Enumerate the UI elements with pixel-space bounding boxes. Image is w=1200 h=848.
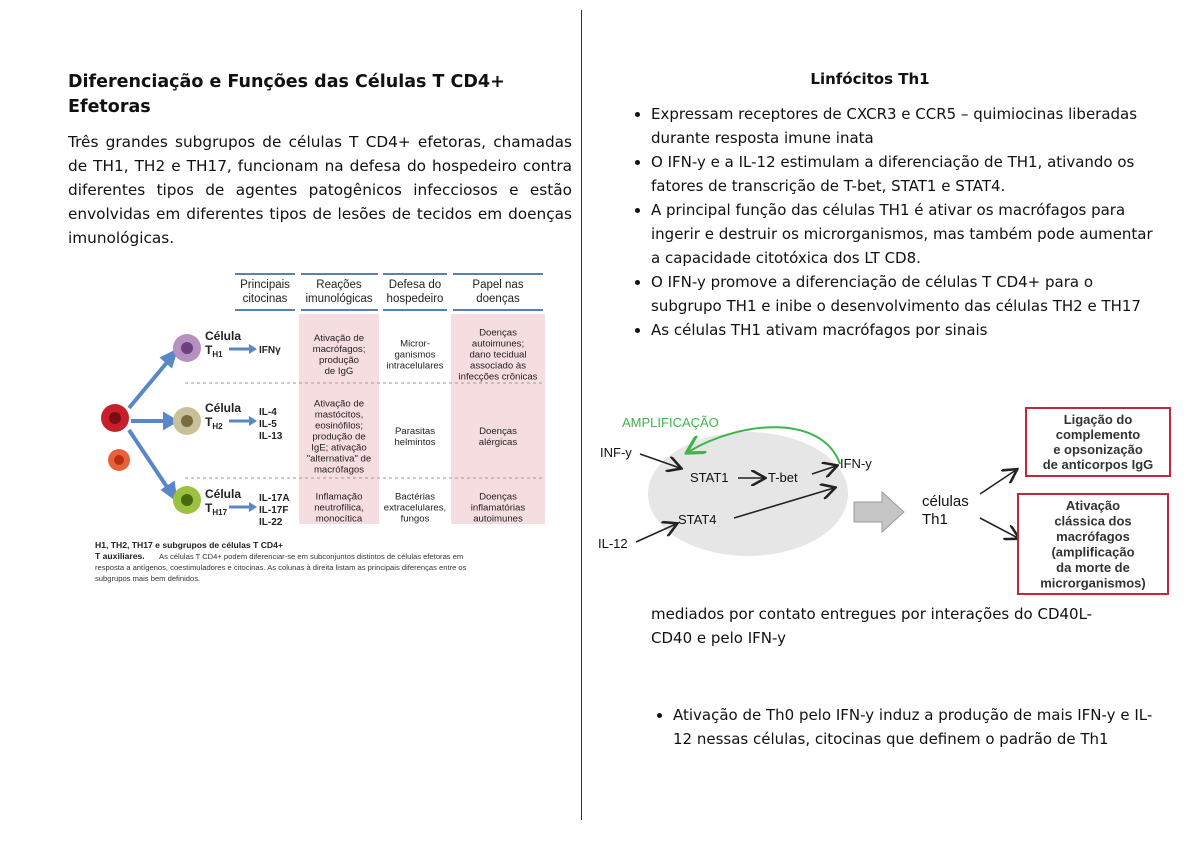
figure-header-text: citocinas [242,293,288,305]
figure-caption-line-1: As células T CD4+ podem diferenciar-se em subconjuntos distintos de células efetoras em [159,552,464,561]
figure-cell-text: IgE; ativação [311,442,367,454]
list-item: • Ativação de Th0 pelo IFN-y induz a produção de mais IFN-y e IL-12 nessas células, citocinas que definem o padrão de Th1 [673,703,1153,751]
cytokine-text: IFNγ [259,345,281,356]
figure-caption-bold-2: T auxiliares. [95,551,145,561]
figure-header-text: imunológicas [305,293,373,305]
figure-cell-text: monocítica [315,513,363,525]
naive-cell-icon [101,404,130,471]
figure-cell-text: associado às [470,360,526,372]
figure-cell-text: Ativação de [313,333,365,344]
figure-cell-text: Bactérias [395,491,435,503]
cytokine-text: IL-4 [259,407,277,418]
node-stat4: STAT4 [678,512,717,527]
th17-cell-icon [173,486,201,514]
figure-header-text: Reações [316,279,362,291]
outcome-box-text: e opsonização [1053,442,1143,457]
outcome-box-text: (amplificação [1051,544,1135,560]
section-title: Linfócitos Th1 [810,70,930,88]
cytokine-text: IL-22 [259,517,283,528]
figure-cell-text: neutrofílica, [314,502,364,514]
bullet-list [600,102,1160,342]
figure-cell-text: Inflamação [315,491,363,503]
figure-caption-bold-1: H1, TH2, TH17 e subgrupos de células T CD4+ [95,540,283,550]
figure-caption-line-3: subgrupos mais bem definidos. [95,574,201,583]
bullet-list-final [622,703,1153,751]
list-item: • O IFN-y promove a diferenciação de células T CD4+ para o subgrupo TH1 e inibe o desenvolvimento das células TH2 e TH17 [651,270,1160,318]
figure-caption-line-2: resposta a antígenos, coestimuladores e citocinas. As colunas à direita listam as principais diferenças entre os [95,563,467,572]
list-item: • O IFN-y e a IL-12 estimulam a diferenciação de TH1, ativando os fatores de transcrição de T-bet, STAT1 e STAT4. [651,150,1160,198]
intro-paragraph: Três grandes subgrupos de células T CD4+ efetoras, chamadas de TH1, TH2 e TH17, funcionam na defesa do hospedeiro contra diferentes tipos de agentes patogênicos infecciosos e estão envolvidas em diferentes tipos de lesões de tecidos em doenças imunológicas. [68,133,572,247]
cell-label: Célula [205,329,242,343]
page-title: Diferenciação e Funções das Células T CD4+ Efetoras [68,72,505,117]
figure-cell-text: infecções crônicas [458,371,538,383]
figure-cell-text: macrófagos; [312,344,366,355]
cell-label: Célula [205,401,242,415]
cytokine-text: IL-17A [259,493,290,504]
cell-subset-label: $T_{H17}$ [205,501,228,517]
result-label-2: Th1 [922,511,948,528]
cytokine-arrow-head [249,416,257,426]
continuation-text: mediados por contato entregues por interações do CD40L-CD40 e pelo IFN-y [651,605,1093,647]
figure-cell-text: produção de [312,431,366,443]
figure-header-text: hospedeiro [386,293,444,305]
cell-subset-label: $T_{H2}$ [205,415,223,431]
cell-subset-label: $T_{H1}$ [205,343,223,359]
figure-cell-text: Doenças [479,327,517,339]
amplification-label: AMPLIFICAÇÃO [622,415,719,430]
figure-10-4 [95,268,555,596]
arrow-il12-to-stat4 [636,524,676,542]
node-ifn-y: IFN-y [840,456,872,471]
th1-cell-icon [173,334,201,362]
input-inf-y: INF-y [600,445,632,460]
outcome-box-text: Ligação do [1063,412,1133,427]
figure-cell-text: eosinófilos; [315,420,363,432]
right-column [600,70,1160,342]
list-item: • As células TH1 ativam macrófagos por sinais [651,318,1160,342]
cytokine-text: IL-17F [259,505,289,516]
node-tbet: T-bet [768,470,798,485]
figure-cell-text: intracelulares [386,360,444,372]
figure-header-text: Principais [240,279,290,291]
figure-cell-text: autoimunes [473,513,523,525]
outcome-box-text: microrganismos) [1040,575,1146,591]
arrow-to-box2 [980,518,1018,538]
figure-cell-text: produção [318,355,360,366]
cell-ellipse [648,432,848,556]
list-item: • Expressam receptores de CXCR3 e CCR5 – quimiocinas liberadas durante resposta imune inata [651,102,1160,150]
th1-pathway-diagram [592,402,1182,602]
figure-cell-text: de IgG [324,366,354,377]
figure-cell-text: ganismos [394,349,436,361]
figure-cell-text: alérgicas [478,437,518,448]
figure-cell-text: mastócitos, [314,409,364,421]
figure-cell-text: fungos [400,513,430,525]
outcome-box-text: Ativação [1065,498,1121,513]
left-column [68,70,572,250]
outcome-box-text: de anticorpos IgG [1042,457,1154,472]
outcome-box-text: macrófagos [1056,529,1130,544]
cell-label: Célula [205,487,242,501]
figure-header-text: Defesa do [388,279,442,291]
figure-cell-text: "alternativa" de [306,453,372,465]
input-il-12: IL-12 [598,536,628,551]
cytokine-text: IL-13 [259,431,283,442]
node-stat1: STAT1 [690,470,729,485]
list-item: • A principal função das células TH1 é ativar os macrófagos para ingerir e destruir os microrganismos, mas também pode aumentar a capacidade citotóxica dos LT CD8. [651,198,1160,270]
column-divider [581,10,582,820]
figure-header-text: doenças [476,293,520,305]
outcome-box-text: complemento [1055,427,1141,442]
figure-cell-text: extracelulares, [383,502,447,514]
figure-cell-text: Doenças [479,426,517,437]
figure-cell-text: autoimunes; [471,338,525,350]
figure-cell-text: Ativação de [313,398,365,410]
result-label-1: células [922,493,969,510]
cell-subset-subscript: H2 [212,422,223,431]
figure-cell-text: Micror- [400,338,430,350]
figure-cell-text: helmintos [394,437,436,448]
cell-subset-subscript: H17 [212,508,228,517]
outcome-box-text: da morte de [1056,560,1130,575]
outcome-box-text: clássica dos [1054,513,1132,529]
cytokine-arrow-head [249,502,257,512]
cell-subset-subscript: H1 [212,350,223,359]
th2-cell-icon [173,407,201,435]
cytokine-arrow-head [249,344,257,354]
figure-cell-text: macrófagos [313,464,365,476]
figure-cell-text: inflamatórias [470,502,526,514]
figure-header-text: Papel nas [472,279,524,291]
figure-headers [240,279,524,305]
figure-cell-text: Parasitas [395,426,435,437]
cytokine-text: IL-5 [259,419,277,430]
figure-cell-text: Doenças [479,491,517,503]
big-gray-arrow [854,492,904,532]
branch-arrows [129,352,175,498]
arrow-to-box1 [980,470,1016,494]
figure-cell-text: dano tecidual [469,349,527,361]
